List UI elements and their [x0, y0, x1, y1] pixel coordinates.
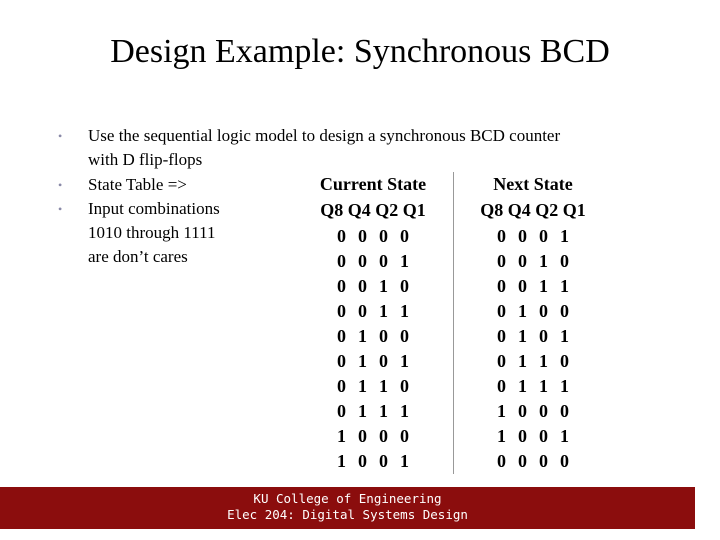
state-bit: 0	[379, 451, 388, 471]
current-state-column	[293, 172, 454, 474]
state-bit: 0	[358, 226, 367, 246]
footer-banner	[0, 487, 695, 529]
bullet-line: State Table =>	[88, 174, 187, 194]
next-state-subheader: Q8 Q4 Q2 Q1	[480, 200, 586, 220]
footer-college: KU College of Engineering	[253, 491, 442, 506]
state-bit: 1	[518, 301, 527, 321]
current-state-rows	[293, 224, 453, 474]
state-bit: 0	[497, 251, 506, 271]
slide-title: Design Example: Synchronous BCD	[110, 33, 610, 70]
state-bit: 1	[518, 376, 527, 396]
state-bit: 0	[400, 226, 409, 246]
state-bit: 0	[379, 226, 388, 246]
state-bit: 0	[337, 226, 346, 246]
state-bit: 0	[379, 426, 388, 446]
state-bit: 1	[379, 401, 388, 421]
next-state-row	[458, 249, 608, 274]
state-bit: 0	[518, 451, 527, 471]
state-bit: 0	[358, 276, 367, 296]
state-bit: 0	[337, 276, 346, 296]
bullet-line: 1010 through 1111	[88, 223, 216, 243]
state-bit: 0	[358, 451, 367, 471]
bullet-dot-icon: •	[58, 129, 63, 143]
state-bit: 0	[560, 401, 569, 421]
next-state-row	[458, 324, 608, 349]
state-bit: 0	[497, 326, 506, 346]
state-bit: 0	[358, 251, 367, 271]
state-bit: 1	[560, 376, 569, 396]
state-bit: 1	[560, 326, 569, 346]
state-bit: 1	[497, 426, 506, 446]
state-bit: 0	[497, 451, 506, 471]
state-bit: 1	[539, 276, 548, 296]
state-table	[293, 172, 608, 474]
state-bit: 0	[337, 326, 346, 346]
state-bit: 0	[337, 351, 346, 371]
state-bit: 1	[379, 276, 388, 296]
state-bit: 1	[337, 451, 346, 471]
state-bit: 1	[358, 351, 367, 371]
next-state-row	[458, 299, 608, 324]
state-bit: 0	[337, 251, 346, 271]
state-bit: 1	[518, 326, 527, 346]
state-bit: 1	[400, 251, 409, 271]
state-bit: 0	[337, 301, 346, 321]
state-bit: 0	[379, 251, 388, 271]
state-bit: 0	[358, 426, 367, 446]
state-bit: 1	[358, 326, 367, 346]
state-bit: 0	[337, 401, 346, 421]
state-bit: 1	[400, 401, 409, 421]
bullet-dot-icon: •	[58, 177, 63, 192]
state-bit: 0	[518, 276, 527, 296]
current-state-row	[293, 324, 453, 349]
state-bit: 0	[518, 426, 527, 446]
current-state-row	[293, 449, 453, 474]
current-state-row	[293, 299, 453, 324]
state-bit: 0	[539, 401, 548, 421]
current-state-row	[293, 399, 453, 424]
state-bit: 1	[497, 401, 506, 421]
next-state-row	[458, 449, 608, 474]
state-bit: 0	[560, 301, 569, 321]
current-state-row	[293, 274, 453, 299]
state-bit: 0	[539, 326, 548, 346]
next-state-column	[454, 172, 608, 474]
next-state-header: Next State	[493, 174, 573, 194]
state-bit: 0	[539, 426, 548, 446]
state-bit: 1	[400, 351, 409, 371]
current-state-subheader: Q8 Q4 Q2 Q1	[320, 200, 426, 220]
state-bit: 0	[539, 451, 548, 471]
bullet-item	[58, 124, 658, 173]
bullet-line: Input combinations	[88, 198, 220, 218]
state-bit: 1	[518, 351, 527, 371]
state-bit: 1	[539, 251, 548, 271]
state-bit: 0	[337, 376, 346, 396]
state-bit: 0	[518, 401, 527, 421]
next-state-row	[458, 424, 608, 449]
current-state-row	[293, 349, 453, 374]
state-bit: 1	[539, 351, 548, 371]
state-bit: 0	[518, 226, 527, 246]
state-bit: 0	[497, 351, 506, 371]
state-bit: 1	[539, 376, 548, 396]
next-state-row	[458, 399, 608, 424]
state-bit: 1	[337, 426, 346, 446]
bullet-line: with D flip-flops	[88, 150, 203, 170]
current-state-row	[293, 374, 453, 399]
next-state-row	[458, 274, 608, 299]
next-state-rows	[458, 224, 608, 474]
state-bit: 0	[539, 301, 548, 321]
state-bit: 0	[497, 276, 506, 296]
state-bit: 0	[560, 351, 569, 371]
state-bit: 0	[379, 351, 388, 371]
state-bit: 1	[560, 226, 569, 246]
state-bit: 0	[400, 426, 409, 446]
state-bit: 1	[358, 376, 367, 396]
footer-course: Elec 204: Digital Systems Design	[227, 507, 468, 522]
current-state-row	[293, 224, 453, 249]
state-bit: 0	[400, 276, 409, 296]
state-bit: 0	[400, 376, 409, 396]
state-bit: 0	[400, 326, 409, 346]
next-state-row	[458, 374, 608, 399]
state-bit: 1	[358, 401, 367, 421]
state-bit: 0	[560, 451, 569, 471]
next-state-row	[458, 224, 608, 249]
bullet-dot-icon: •	[58, 201, 63, 216]
current-state-row	[293, 424, 453, 449]
state-bit: 0	[358, 301, 367, 321]
state-bit: 0	[497, 376, 506, 396]
state-bit: 0	[560, 251, 569, 271]
state-bit: 0	[497, 301, 506, 321]
state-bit: 1	[400, 451, 409, 471]
state-bit: 1	[379, 376, 388, 396]
state-bit: 1	[560, 426, 569, 446]
state-bit: 0	[518, 251, 527, 271]
current-state-header: Current State	[319, 174, 427, 194]
state-bit: 1	[379, 301, 388, 321]
bullet-line: are don’t cares	[88, 247, 188, 267]
current-state-row	[293, 249, 453, 274]
state-bit: 1	[400, 301, 409, 321]
state-bit: 0	[539, 226, 548, 246]
state-bit: 1	[560, 276, 569, 296]
bullet-line: Use the sequential logic model to design a synchronous BCD counter	[88, 126, 561, 145]
state-bit: 0	[497, 226, 506, 246]
state-bit: 0	[379, 326, 388, 346]
next-state-row	[458, 349, 608, 374]
